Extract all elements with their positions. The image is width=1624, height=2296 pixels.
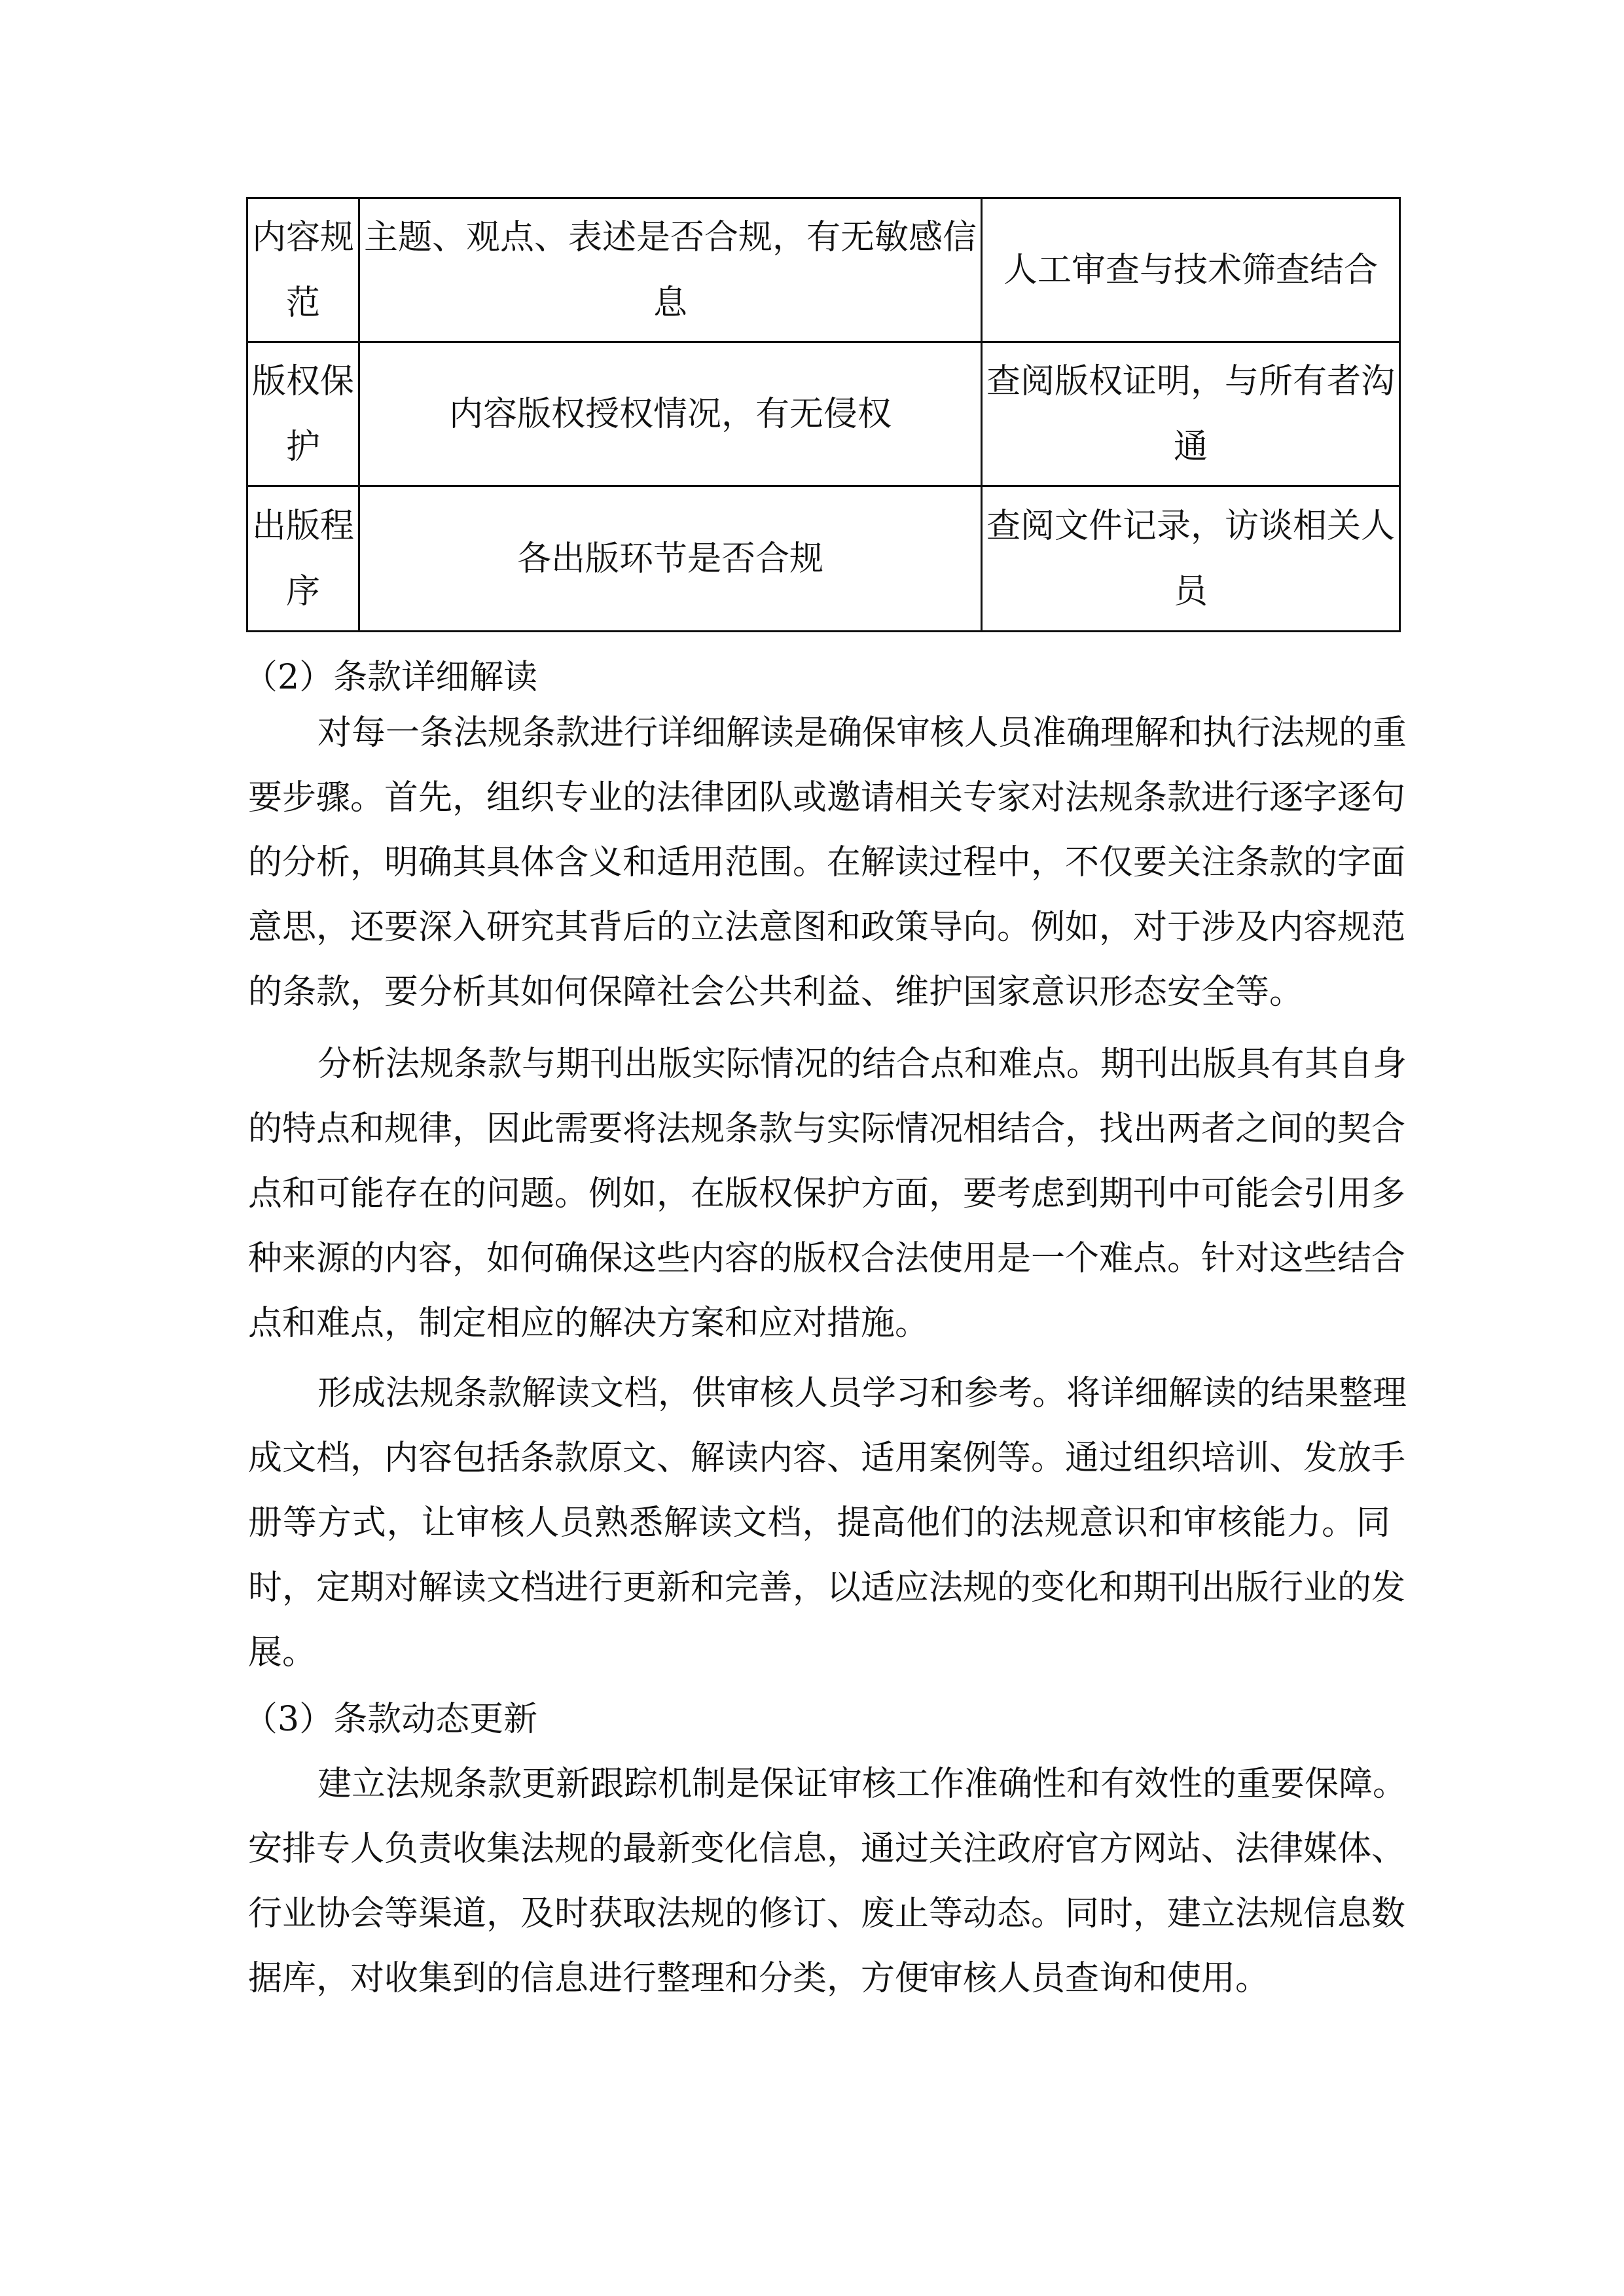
cell-line: 出版程 <box>252 506 355 546</box>
table-cell-content <box>359 486 982 632</box>
table-cell-method <box>982 342 1400 486</box>
text-line: 分析法规条款与期刊出版实际情况的结合点和难点。期刊出版具有其自身 <box>317 1045 1407 1084</box>
text-line: 册等方式，让审核人员熟悉解读文档，提高他们的法规意识和审核能力。同 <box>248 1503 1390 1543</box>
text-line: 成文档，内容包括条款原文、解读内容、适用案例等。通过组织培训、发放手 <box>248 1439 1406 1478</box>
text-line: 形成法规条款解读文档，供审核人员学习和参考。将详细解读的结果整理 <box>317 1374 1407 1413</box>
text-line: 安排专人负责收集法规的最新变化信息，通过关注政府官方网站、法律媒体、 <box>248 1829 1406 1869</box>
table-cell-item <box>247 198 359 342</box>
table-row <box>247 198 1400 342</box>
text-line: 种来源的内容，如何确保这些内容的版权合法使用是一个难点。针对这些结合 <box>248 1239 1406 1278</box>
cell-line: 版权保 <box>252 361 355 401</box>
table-cell-method <box>982 486 1400 632</box>
text-line: 点和可能存在的问题。例如，在版权保护方面，要考虑到期刊中可能会引用多 <box>248 1174 1406 1213</box>
paragraph-4 <box>248 1752 1407 2011</box>
section-heading-2: （2）条款详细解读 <box>244 658 538 697</box>
table-cell-item <box>247 342 359 486</box>
text-line: 对每一条法规条款进行详细解读是确保审核人员准确理解和执行法规的重 <box>317 713 1407 753</box>
cell-line: 查阅文件记录，访谈相关人 <box>986 506 1396 546</box>
text-line: 的分析，明确其具体含义和适用范围。在解读过程中，不仅要关注条款的字面 <box>248 843 1406 882</box>
table-cell-item <box>247 486 359 632</box>
table-row <box>247 342 1400 486</box>
cell-line: 序 <box>286 571 321 611</box>
cell-line: 范 <box>286 283 321 323</box>
paragraph-2 <box>248 1032 1407 1356</box>
table-cell-content <box>359 198 982 342</box>
text-line: 点和难点，制定相应的解决方案和应对措施。 <box>248 1304 929 1343</box>
review-criteria-table <box>246 197 1401 632</box>
text-line: 展。 <box>248 1633 317 1672</box>
text-line: 意思，还要深入研究其背后的立法意图和政策导向。例如，对于涉及内容规范 <box>248 908 1406 947</box>
cell-line: 息 <box>653 283 688 323</box>
cell-line: 主题、观点、表述是否合规，有无敏感信 <box>364 217 977 257</box>
cell-line: 内容版权授权情况，有无侵权 <box>449 394 892 434</box>
text-line: 据库，对收集到的信息进行整理和分类，方便审核人员查询和使用。 <box>248 1959 1270 1998</box>
cell-line: 人工审查与技术筛查结合 <box>1003 250 1379 290</box>
cell-line: 各出版环节是否合规 <box>517 539 824 579</box>
text-line: 时，定期对解读文档进行更新和完善，以适应法规的变化和期刊出版行业的发 <box>248 1568 1406 1607</box>
cell-line: 员 <box>1174 571 1208 611</box>
text-line: 建立法规条款更新跟踪机制是保证审核工作准确性和有效性的重要保障。 <box>317 1765 1407 1804</box>
text-line: 的条款，要分析其如何保障社会公共利益、维护国家意识形态安全等。 <box>248 973 1304 1012</box>
paragraph-3 <box>248 1361 1407 1685</box>
table-row <box>247 486 1400 632</box>
cell-line: 通 <box>1174 427 1208 467</box>
table-cell-method <box>982 198 1400 342</box>
cell-line: 护 <box>286 427 321 467</box>
text-line: 行业协会等渠道，及时获取法规的修订、废止等动态。同时，建立法规信息数 <box>248 1894 1406 1933</box>
section-heading-3: （3）条款动态更新 <box>244 1700 538 1739</box>
text-line: 要步骤。首先，组织专业的法律团队或邀请相关专家对法规条款进行逐字逐句 <box>248 778 1406 817</box>
paragraph-1 <box>248 701 1407 1025</box>
text-line: 的特点和规律，因此需要将法规条款与实际情况相结合，找出两者之间的契合 <box>248 1109 1406 1149</box>
cell-line: 内容规 <box>252 217 355 257</box>
cell-line: 查阅版权证明，与所有者沟 <box>986 361 1396 401</box>
table-cell-content <box>359 342 982 486</box>
